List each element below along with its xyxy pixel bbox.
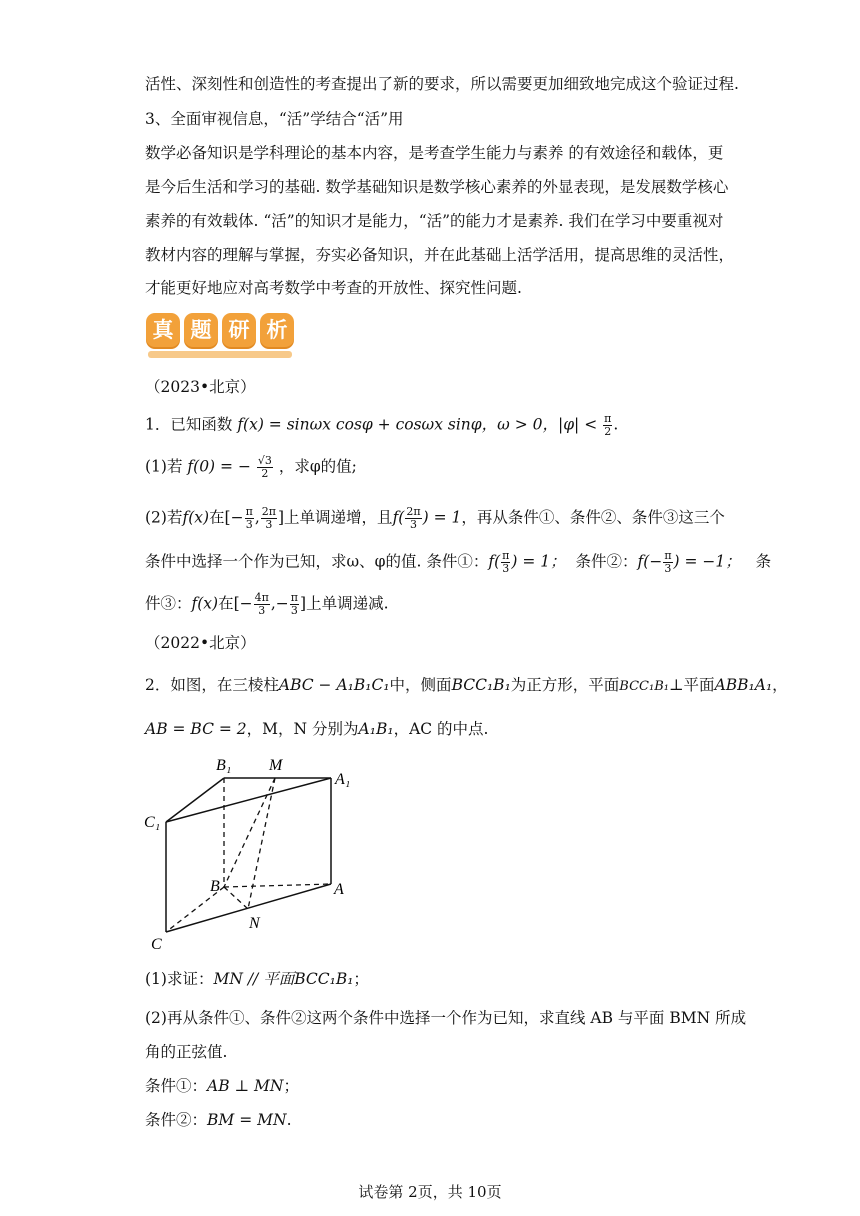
intro-paragraph-line-1: 数学必备知识是学科理论的基本内容，是考查学生能力与素养 的有效途径和载体，更 (145, 144, 724, 162)
q1-part2-line2 (145, 550, 771, 575)
q1-cond2-f: f(− (637, 552, 663, 571)
q2-a1b1: A₁B₁ (358, 720, 394, 738)
q1-cond2-eq: ) = −1； (673, 552, 741, 571)
q1-part1-prefix: (1)若 (145, 457, 183, 476)
q1-line3-prefix: 件③： (145, 594, 192, 613)
seg-BN (224, 887, 248, 909)
q1-phi-cond: ，|φ| < (542, 415, 598, 434)
intro-paragraph-line-2: 是今后生活和学习的基础. 数学基础知识是数学核心素养的外显表现，是发展数学核心 (145, 178, 729, 196)
q2-part1-d: ； (353, 970, 369, 988)
q2-part1 (145, 968, 369, 990)
q1-frac-2pi-3: $\frac{2\pi}{3}$ (261, 505, 276, 531)
badge-char-2: 题 (184, 313, 218, 347)
q1-cond3-head: 条 (755, 552, 772, 571)
q1-stem: 1．已知函数 f(x) = sinωx cosφ + cosωx sinφ，ω > 0，|φ| < $\frac{\pi}{2}$ . (145, 412, 619, 438)
intro-line-1: 活性、深刻性和创造性的考查提出了新的要求，所以需要更加细致地完成这个验证过程. (145, 75, 739, 93)
q2-ab-bc: AB = BC = 2 (145, 720, 247, 738)
q1-cond2-label: 条件②： (575, 552, 638, 571)
edge-BA (224, 884, 331, 887)
q1-part2-eq: ) = 1 (422, 508, 462, 527)
label-C1: C₁ (144, 814, 161, 831)
q1-fx: f(x) (182, 508, 210, 527)
q1-part1-suffix: ，求φ的值; (278, 457, 357, 476)
q1-line3-fx: f(x) (191, 594, 219, 613)
q2-face2: BCC₁B₁ (619, 679, 669, 694)
q1-part1 (145, 455, 357, 480)
q1-line3-in: 在[− (218, 594, 253, 613)
q1-line3-tail: ]上单调递减. (300, 594, 389, 613)
q2-part1-a: (1)求证： (145, 970, 214, 988)
prism-figure (138, 752, 368, 952)
label-N: N (249, 915, 260, 932)
q1-frac-2pi-3b: $\frac{2\pi}{3}$ (406, 505, 421, 531)
q1-frac-pi-3: $\frac{\pi}{3}$ (245, 505, 253, 531)
q1-cond2-frac: $\frac{\pi}{3}$ (664, 549, 672, 575)
q1-part2: (2)若f(x)在[− $\frac{\pi}{3}$ , $\frac{2\pi}{3}$ ]上单调递增，且f( $\frac{2\pi}{3}$ ) = 1，再从条件①、条件②、条件③这三个 (145, 505, 725, 531)
q2-cond1-expr: AB ⊥ MN (207, 1077, 284, 1095)
q2-face1: BCC₁B₁ (451, 676, 511, 694)
q1-frac-pi-2: $\frac{\pi}{2}$ (604, 412, 612, 438)
edge-C1A1 (166, 778, 331, 822)
q1-cond1-f: f( (488, 552, 501, 571)
q2-cond2-expr: BM = MN (207, 1111, 287, 1129)
q1-stem-prefix: 1．已知函数 (145, 415, 233, 434)
q1-frac-pi-3c: $\frac{\pi}{3}$ (290, 591, 299, 617)
q2-stem-a: 2．如图，在三棱柱 (145, 676, 279, 694)
q2-perp: ⊥ (668, 676, 684, 694)
q2-cond1-label: 条件①： (145, 1077, 208, 1095)
q1-part2-prefix: (2)若 (145, 508, 183, 527)
q2-stem-line2 (145, 718, 488, 740)
q1-function-expr: f(x) = sinωx cosφ + cosωx sinφ (237, 415, 482, 434)
q2-cond2-end: . (286, 1111, 292, 1129)
intro-paragraph-line-5: 才能更好地应对高考数学中考查的开放性、探究性问题. (145, 279, 522, 297)
label-A1: A₁ (335, 771, 351, 788)
q1-cond1-frac: $\frac{\pi}{3}$ (502, 549, 510, 575)
badge-char-3: 研 (222, 313, 256, 347)
q2-condition-2 (145, 1109, 292, 1131)
q2-stem-e: ， (772, 676, 788, 694)
page-footer: 试卷第 2页，共 10页 (358, 1183, 502, 1201)
intro-paragraph-line-3: 素养的有效载体. “活”的知识才是能力，“活”的能力才是素养. 我们在学习中要重视对 (145, 212, 724, 230)
label-A: A (334, 881, 344, 898)
q1-omega-cond: ，ω > 0 (481, 415, 543, 434)
q1-f-open: f( (392, 508, 405, 527)
q2-line2-c: ，AC 的中点. (393, 720, 489, 738)
q2-source: （2022•北京） (145, 634, 256, 652)
intro-paragraph-line-4: 教材内容的理解与掌握，夯实必备知识，并在此基础上活学活用，提高思维的灵活性， (145, 246, 735, 264)
q2-stem-d: 平面 (683, 676, 715, 694)
label-B1: B₁ (216, 757, 232, 774)
section-badge (142, 309, 296, 361)
q1-source: （2023•北京） (145, 378, 256, 396)
q2-part2-line1: (2)再从条件①、条件②这两个条件中选择一个作为已知，求直线 AB 与平面 BMN 所成 (145, 1009, 747, 1027)
q1-part2-in: 在[− (209, 508, 244, 527)
seg-MB (224, 778, 275, 887)
label-B: B (210, 878, 220, 895)
q2-cond1-end: ； (283, 1077, 299, 1095)
q2-cond2-label: 条件②： (145, 1111, 208, 1129)
seg-MN (248, 778, 275, 909)
edge-C1B1 (166, 778, 224, 822)
q2-face3: ABB₁A₁ (714, 676, 773, 694)
q2-stem (145, 674, 788, 698)
badge-underline (148, 351, 292, 358)
badge-char-1: 真 (146, 313, 180, 347)
q1-part2-line3 (145, 592, 389, 617)
label-M: M (269, 757, 283, 774)
q1-cond1-eq: ) = 1； (511, 552, 566, 571)
q2-stem-b: 中，侧面 (389, 676, 452, 694)
q1-comma-neg: ,− (270, 594, 289, 613)
q1-part1-lhs: f(0) = − (187, 457, 251, 476)
q2-part1-c: BCC₁B₁ (294, 970, 354, 988)
q1-part2-mid: ]上单调递增，且 (278, 508, 393, 527)
q2-prism: ABC − A₁B₁C₁ (278, 676, 390, 694)
q2-part2-line2: 角的正弦值. (145, 1043, 228, 1061)
q2-line2-b: ，M，N 分别为 (246, 720, 359, 738)
label-C: C (151, 936, 162, 952)
section-heading-3: 3、全面审视信息，“活”学结合“活”用 (145, 110, 404, 128)
q2-condition-1 (145, 1075, 299, 1097)
q2-part1-b: MN // 平面 (213, 970, 295, 988)
q1-part2-tail: ，再从条件①、条件②、条件③这三个 (461, 508, 725, 527)
badge-char-4: 析 (260, 313, 294, 347)
q1-frac-sqrt3-2: $\frac{√3}{2}$ (257, 454, 272, 480)
q2-stem-c: 为正方形，平面 (510, 676, 620, 694)
q1-frac-4pi-3: $\frac{4\pi}{3}$ (254, 591, 269, 617)
q1-line2-text: 条件中选择一个作为已知，求ω、φ的值. 条件①： (145, 552, 489, 571)
